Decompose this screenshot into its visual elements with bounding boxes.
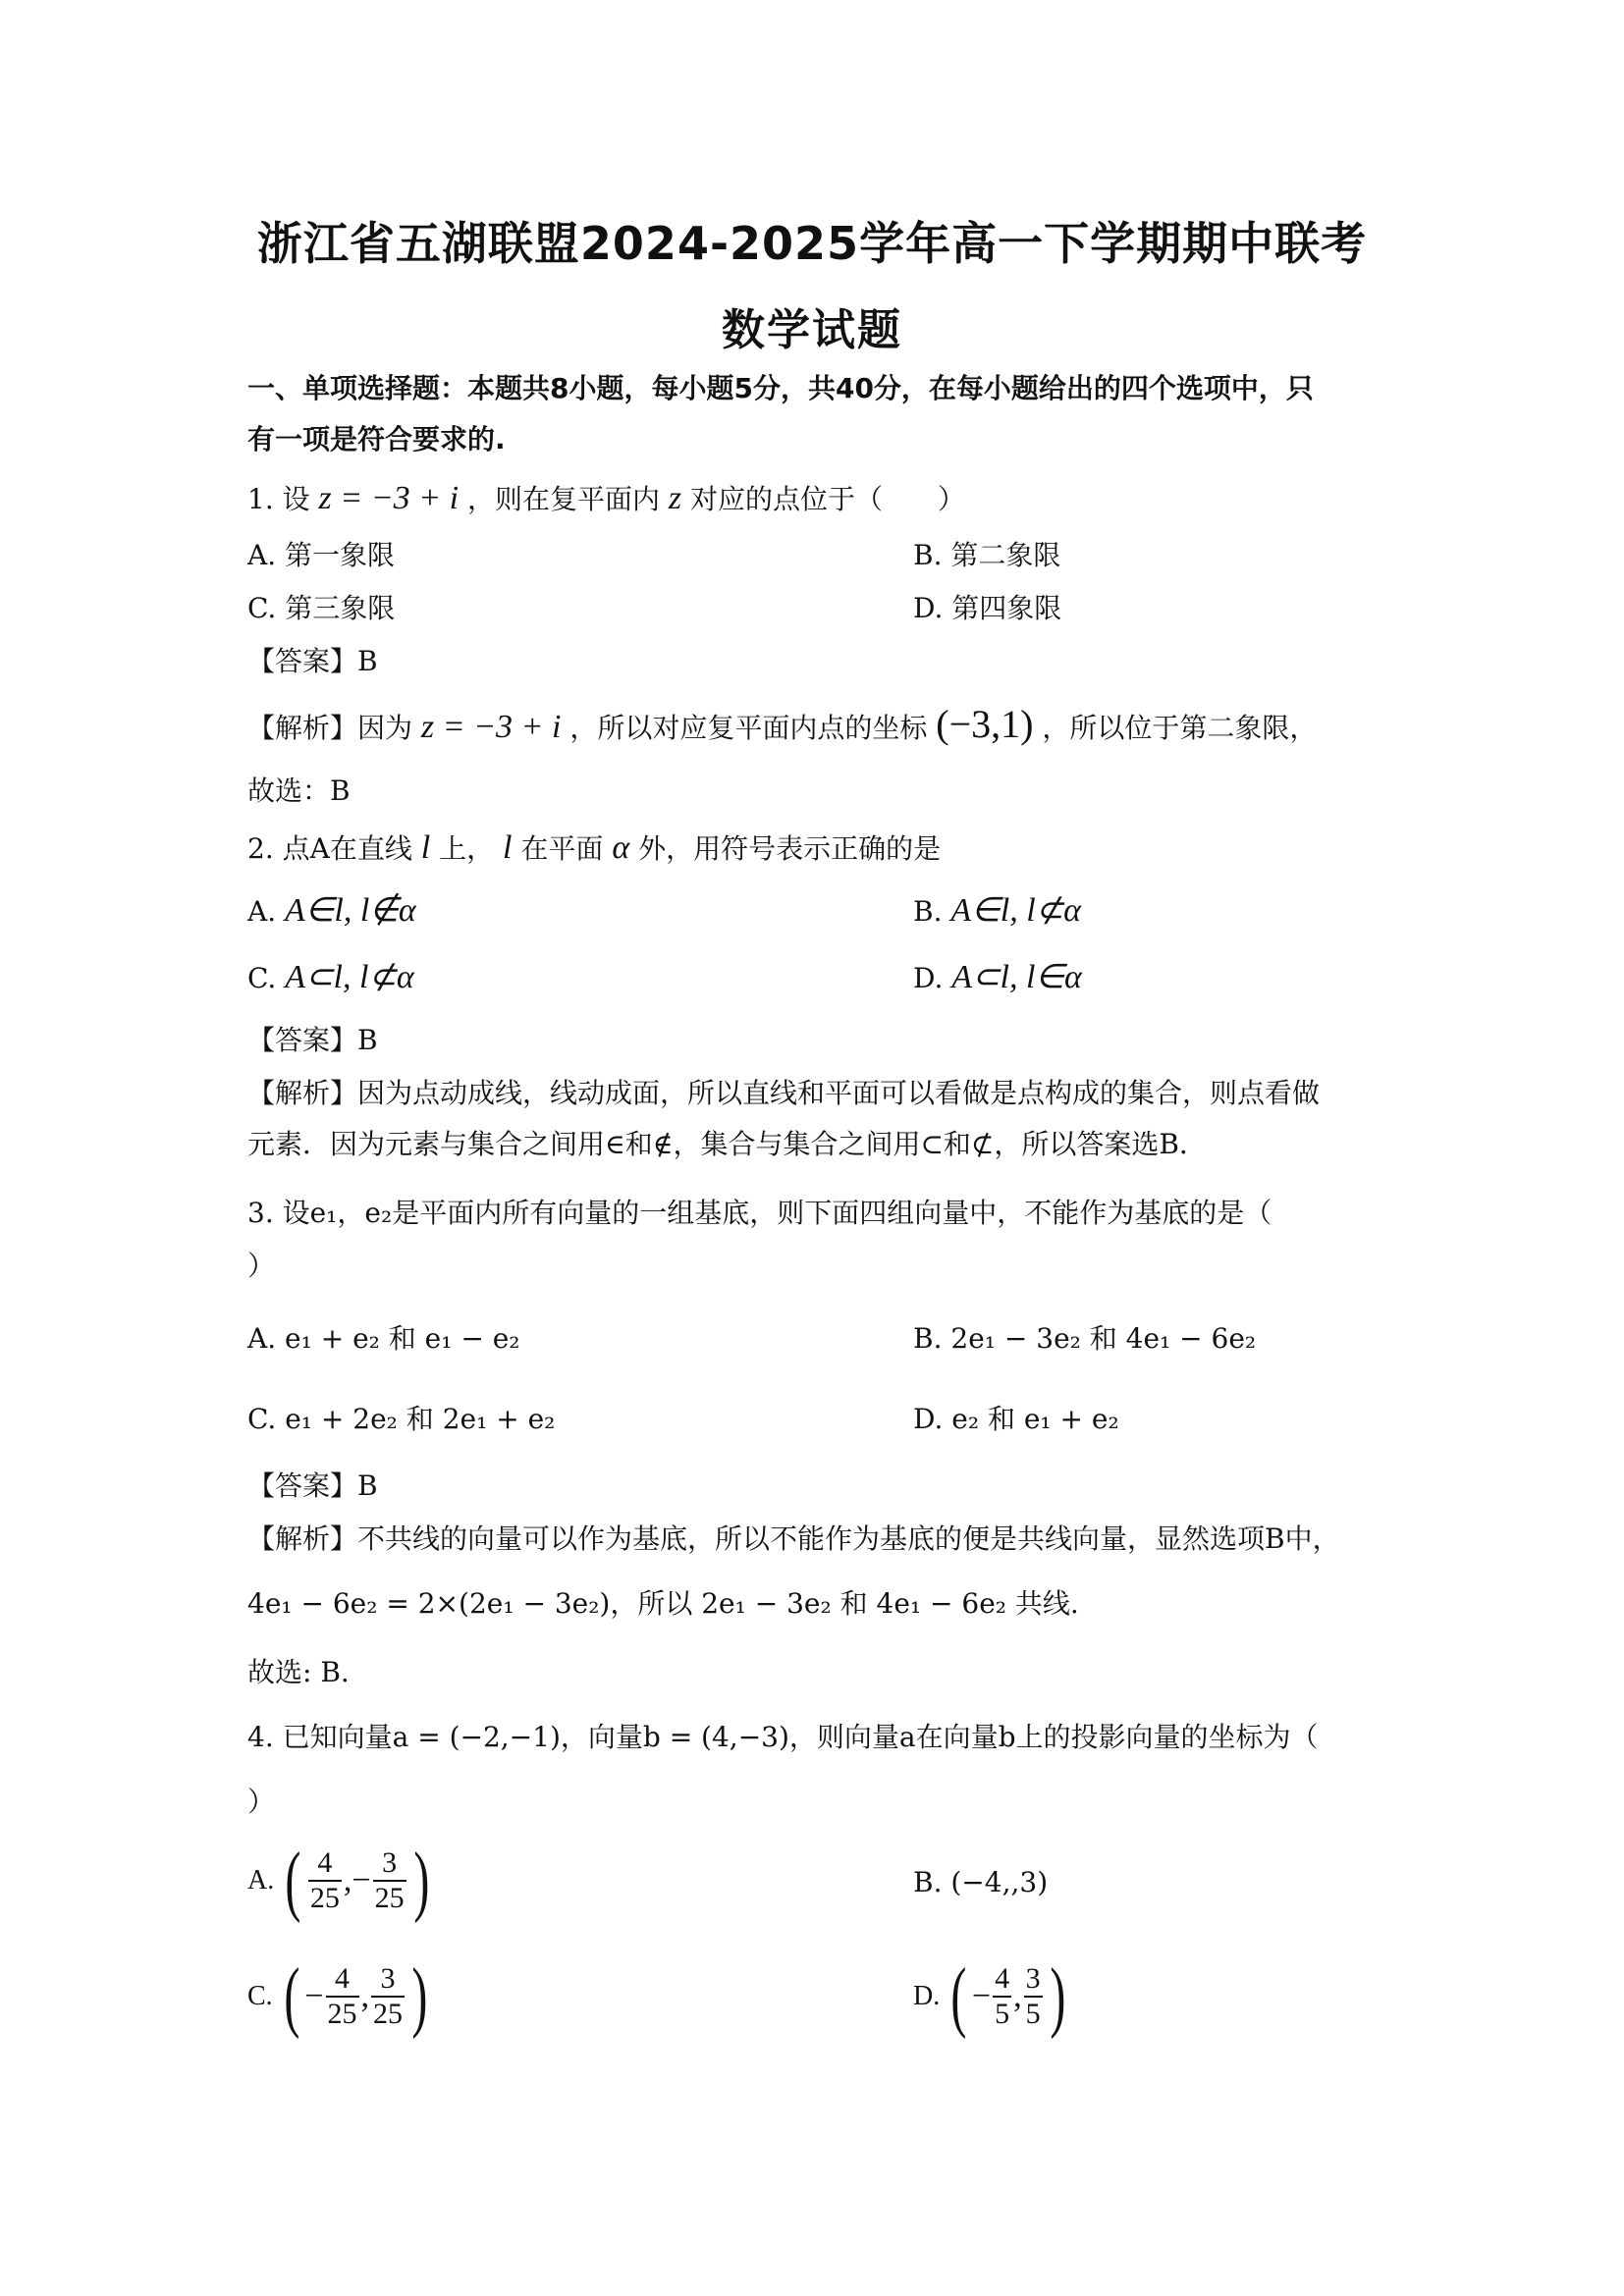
q4-option-a: [247, 1838, 434, 1924]
q1-mid: ，则在复平面内: [466, 483, 660, 515]
q4-option-a-frac1: [308, 1846, 342, 1915]
q2-stem-a: 2. 点A在直线: [247, 832, 412, 865]
q2-analysis-line1: 【解析】因为点动成线，线动成面，所以直线和平面可以看做是点构成的集合，则点看做: [247, 1077, 1321, 1109]
q2-option-c: [247, 960, 414, 996]
q4-option-d-frac1: [993, 1962, 1011, 2031]
q3-answer: 【答案】B: [247, 1469, 378, 1502]
q1-analysis-coord: (−3,1): [936, 702, 1034, 746]
q2-option-a-expr: A∈l, l∉α: [285, 892, 416, 929]
q3-option-a: A. e₁ + e₂ 和 e₁ − e₂: [247, 1322, 520, 1355]
q4-stem-line1: 4. 已知向量a = (−2,−1)，向量b = (4,−3)，则向量a在向量b上的投影向量的坐标为（: [247, 1721, 1319, 1753]
denominator: 25: [374, 1882, 405, 1914]
denominator: 25: [327, 1998, 357, 2030]
q1-analysis-expr: z = −3 + i: [420, 709, 562, 745]
q4-option-c-frac1: [326, 1962, 359, 2031]
denominator: 5: [995, 1998, 1010, 2030]
comma: ,: [360, 1978, 370, 2014]
q3-option-d: D. e₂ 和 e₁ + e₂: [913, 1403, 1119, 1435]
q2-option-b-expr: A∈l, l⊄α: [950, 892, 1082, 929]
numerator: 4: [326, 1962, 359, 1998]
q3-option-c: C. e₁ + 2e₂ 和 2e₁ + e₂: [247, 1403, 556, 1435]
q2-option-c-label: C.: [247, 962, 277, 994]
denominator: 25: [373, 1998, 404, 2030]
q4-option-d-frac2: [1024, 1962, 1043, 2031]
q1-analysis-mid: ，所以对应复平面内点的坐标: [569, 712, 928, 744]
denominator: 25: [309, 1882, 340, 1914]
q2-stem: [247, 830, 941, 867]
left-paren-icon: (: [284, 1953, 299, 2040]
q1-answer: 【答案】B: [247, 645, 378, 677]
q3-conclusion: 故选: B.: [247, 1656, 350, 1688]
q2-option-b-label: B.: [913, 895, 943, 928]
q3-stem-line2: ）: [247, 1250, 276, 1282]
q4-option-b: B. (−4,,3): [913, 1866, 1049, 1898]
numerator: 3: [373, 1846, 406, 1882]
q2-option-d-expr: A⊂l, l∈α: [951, 959, 1082, 995]
minus-sign: −: [352, 1862, 371, 1898]
q4-option-a-label: A.: [247, 1865, 275, 1896]
q1-conclusion: 故选：B: [247, 774, 351, 807]
numerator: 4: [993, 1962, 1011, 1998]
q4-option-d-label: D.: [913, 1981, 941, 2011]
denominator: 5: [1025, 1998, 1041, 2030]
comma: ,: [343, 1862, 352, 1898]
q2-option-a: [247, 893, 416, 930]
q1-option-d: D. 第四象限: [913, 592, 1062, 624]
q4-stem-line2: ）: [247, 1786, 276, 1818]
q4-option-d: [913, 1953, 1070, 2040]
q2-option-d-label: D.: [913, 962, 944, 994]
q1-prefix: 1. 设: [247, 483, 310, 515]
q2-line-symbol-2: l: [503, 829, 513, 866]
q1-var: z: [668, 480, 682, 516]
comma: ,: [1013, 1978, 1022, 2014]
q3-option-b: B. 2e₁ − 3e₂ 和 4e₁ − 6e₂: [913, 1322, 1257, 1355]
right-paren-icon: ): [411, 1953, 428, 2040]
q1-analysis-prefix: 【解析】因为: [247, 712, 413, 744]
q2-analysis-line2: 元素．因为元素与集合之间用∈和∉，集合与集合之间用⊂和⊄，所以答案选B．: [247, 1128, 1207, 1160]
numerator: 3: [371, 1962, 405, 1998]
q4-option-c-label: C.: [247, 1981, 273, 2011]
right-paren-icon: ): [1049, 1953, 1065, 2040]
q2-plane-symbol: α: [612, 829, 630, 866]
numerator: 3: [1024, 1962, 1043, 1998]
q2-line-symbol: l: [420, 829, 431, 866]
q3-analysis-line1: 【解析】不共线的向量可以作为基底，所以不能作为基底的便是共线向量，显然选项B中，: [247, 1522, 1340, 1555]
minus-sign: −: [971, 1978, 992, 2014]
q2-stem-d: 外，用符号表示正确的是: [638, 832, 942, 865]
minus-sign: −: [304, 1978, 324, 2014]
q4-option-c-frac2: [371, 1962, 405, 2031]
section-heading-line2: 有一项是符合要求的.: [247, 423, 506, 455]
q2-answer: 【答案】B: [247, 1024, 378, 1056]
q3-analysis-line2: 4e₁ − 6e₂ = 2×(2e₁ − 3e₂)，所以 2e₁ − 3e₂ 和 4e₁ − 6e₂ 共线.: [247, 1587, 1079, 1620]
q2-option-d: [913, 960, 1082, 996]
q2-option-a-label: A.: [247, 895, 277, 928]
q2-option-c-expr: A⊂l, l⊄α: [285, 959, 414, 995]
q4-option-a-frac2: [373, 1846, 406, 1915]
exam-subtitle: 数学试题: [722, 305, 902, 355]
q1-option-c: C. 第三象限: [247, 592, 396, 624]
q1-option-b: B. 第二象限: [913, 539, 1061, 571]
section-heading-line1: 一、单项选择题：本题共8小题，每小题5分，共40分，在每小题给出的四个选项中，只: [247, 372, 1314, 404]
left-paren-icon: (: [285, 1838, 301, 1924]
q2-stem-b: 上，: [439, 832, 495, 865]
left-paren-icon: (: [950, 1953, 967, 2040]
right-paren-icon: ): [412, 1838, 429, 1924]
q3-stem-line1: 3. 设e₁，e₂是平面内所有向量的一组基底，则下面四组向量中，不能作为基底的是（: [247, 1197, 1272, 1229]
q1-analysis: [247, 702, 1318, 746]
q1-suffix: 对应的点位于（ ）: [690, 483, 966, 515]
q1-analysis-suffix: ，所以位于第二象限，: [1042, 712, 1318, 744]
q1-stem: [247, 481, 965, 517]
q2-option-b: [913, 893, 1081, 930]
q4-option-c: [247, 1953, 433, 2040]
numerator: 4: [308, 1846, 342, 1882]
q2-stem-c: 在平面: [520, 832, 604, 865]
q1-option-a: A. 第一象限: [247, 539, 396, 571]
q1-expr: z = −3 + i: [318, 480, 460, 516]
exam-title: 浙江省五湖联盟2024-2025学年高一下学期期中联考: [256, 217, 1368, 270]
